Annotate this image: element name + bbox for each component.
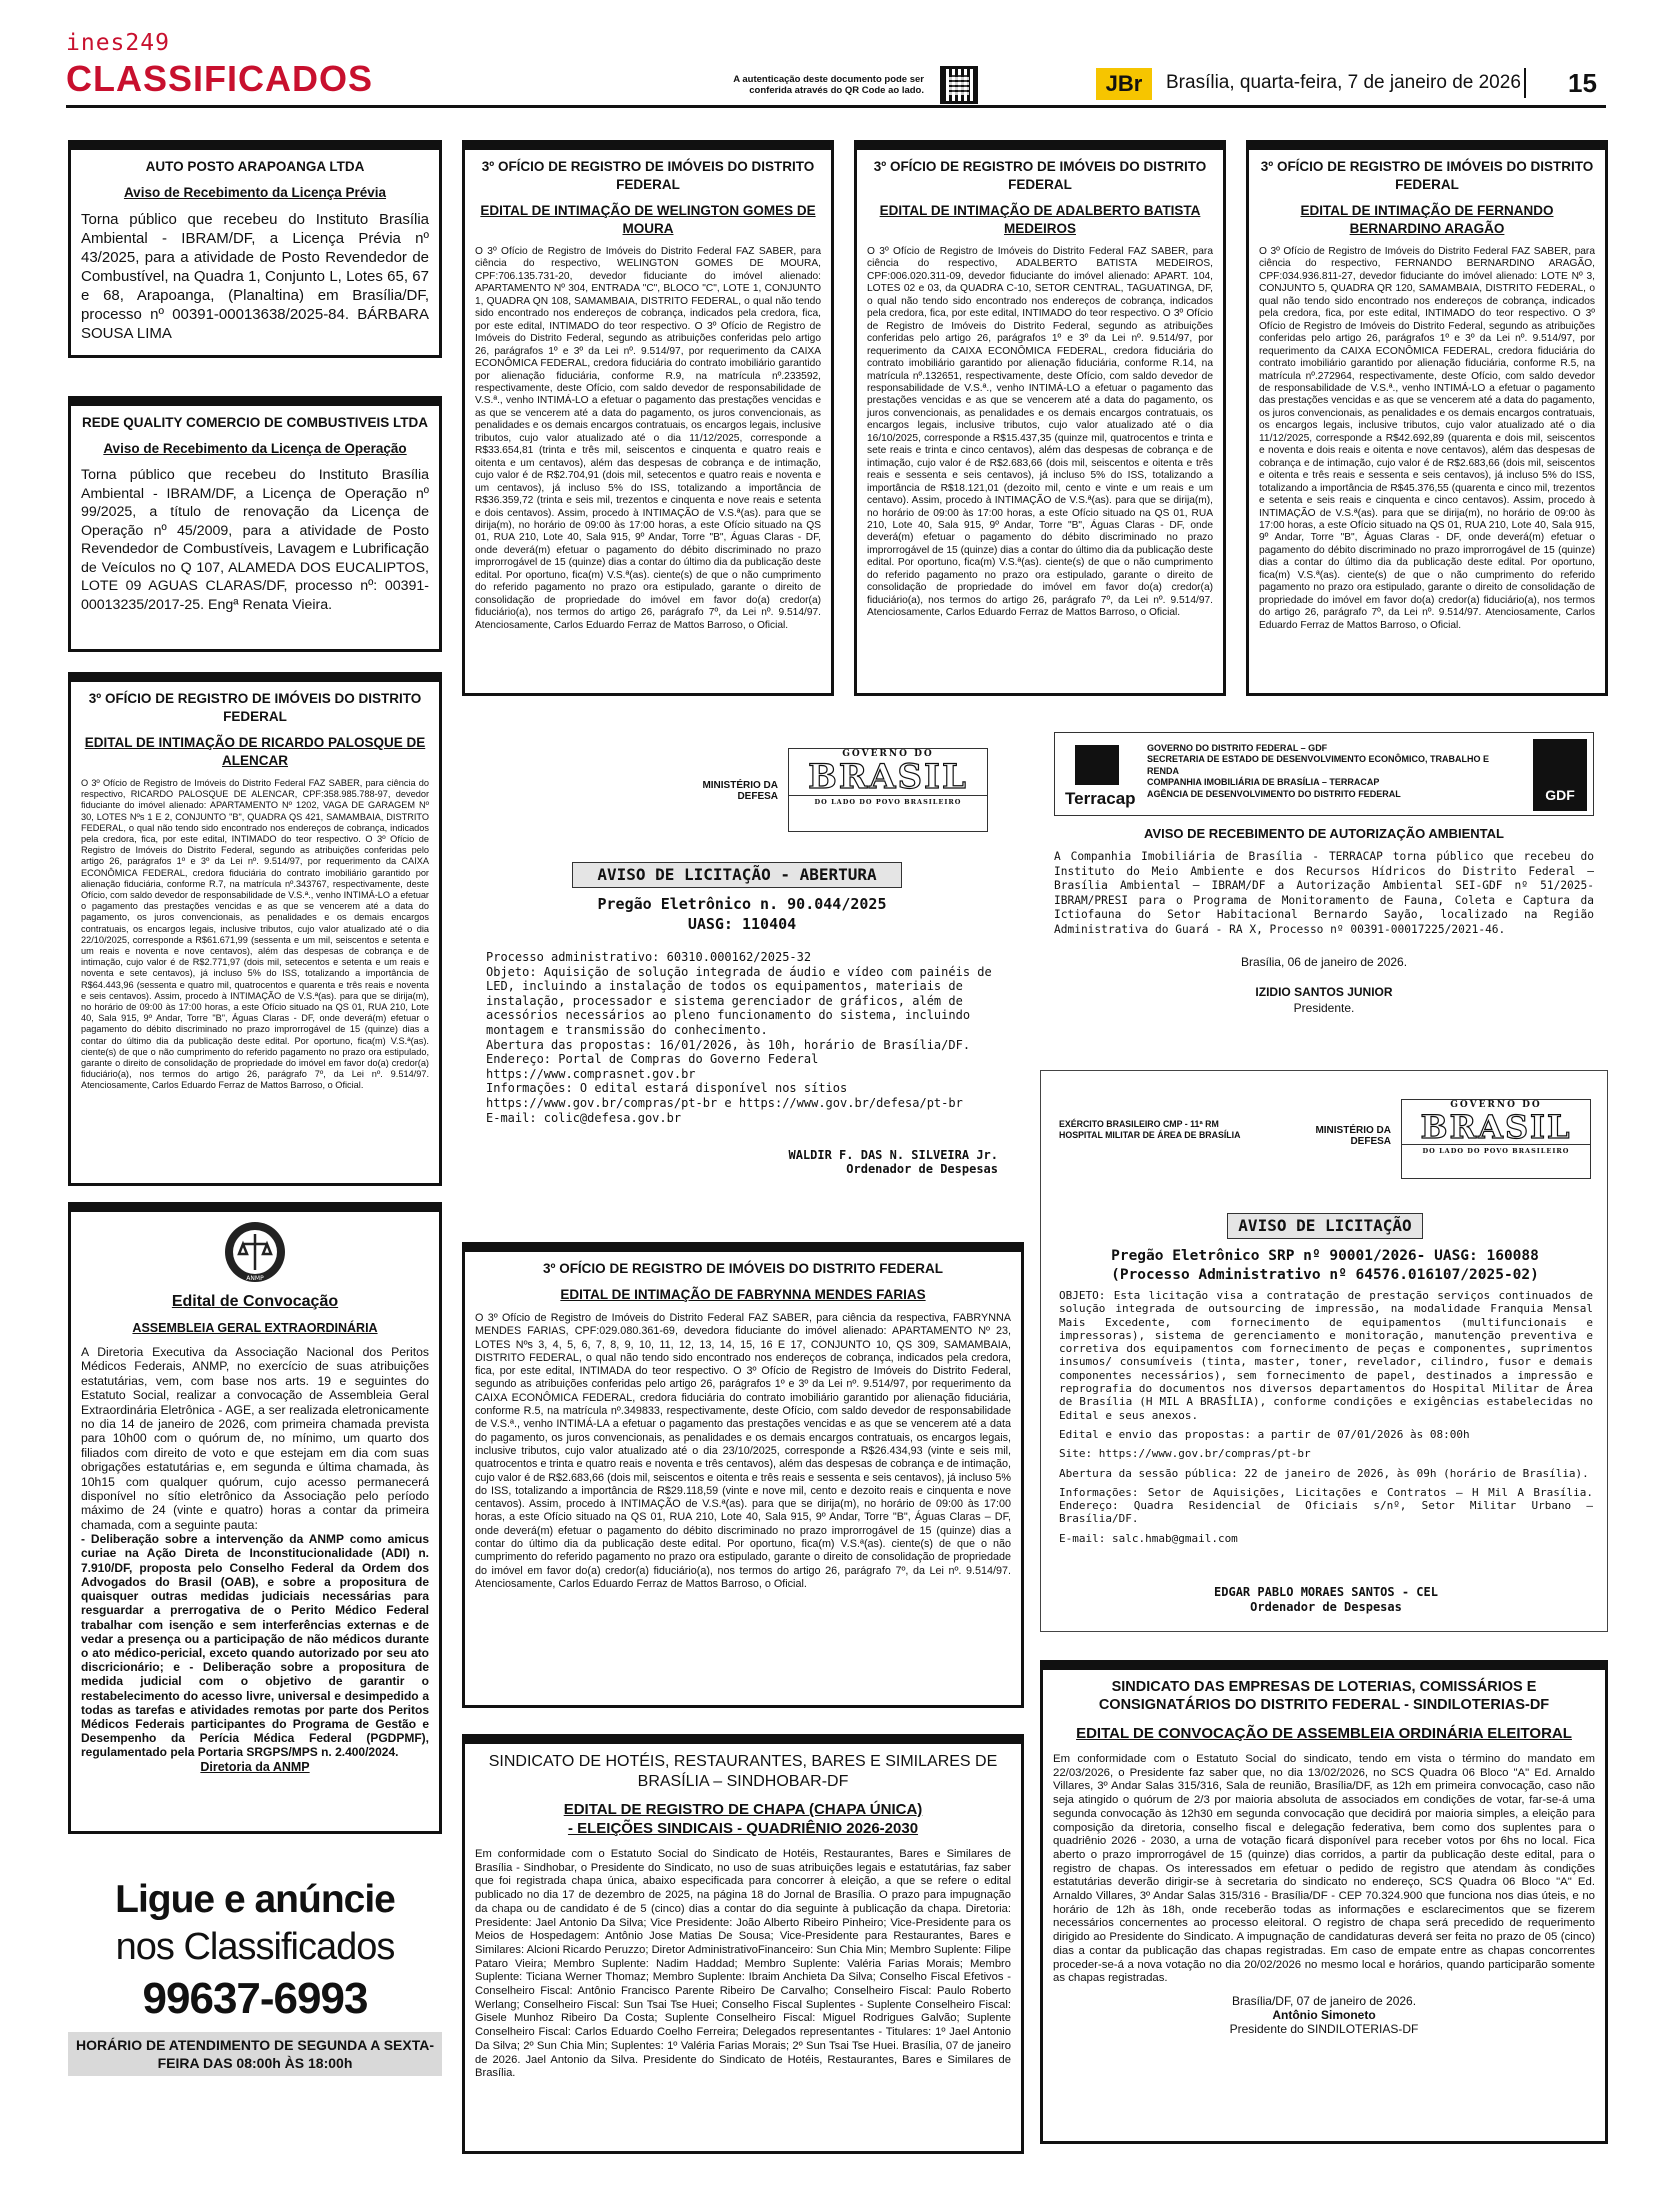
notice-signature: Diretoria da ANMP (200, 1759, 310, 1774)
notice-title: AUTO POSTO ARAPOANGA LTDA (145, 159, 365, 174)
notice-subtitle: EDITAL DE INTIMAÇÃO DE FABRYNNA MENDES FARIAS (560, 1287, 926, 1302)
terracap-body: A Companhia Imobiliária de Brasília - TERRACAP torna público que recebeu do Instituto do Meio Ambiente e dos Recursos Hídricos do Distrito Federal – Brasília Ambiental – IBRAM/DF a Autorização Ambiental SEI-GDF nº 51/2025-IBRAM/PRESI para o Programa de Monitoramento de Fauna, Coleta e Captura da Ictiofauna do Setor Habitacional Bernardo Sayão, localizado na Região Administrativa do Guará - RA X, Processo nº 00391-00017225/2021-46. (1054, 850, 1594, 936)
notice-oficio-welington (462, 140, 834, 696)
signer-name: Antônio Simoneto (1272, 2007, 1376, 2022)
header-rule (66, 105, 1606, 108)
endereco-link[interactable]: Endereço: Portal de Compras do Governo Federal https://www.comprasnet.gov.br (486, 1052, 819, 1081)
site-link[interactable]: Site: https://www.gov.br/compras/pt-br (1059, 1447, 1311, 1461)
terracap-logo-icon (1075, 745, 1119, 785)
notice-subtitle: Aviso de Recebimento da Licença de Operação (103, 441, 407, 456)
notice-subtitle: EDITAL DE INTIMAÇÃO DE WELINGTON GOMES DE MOURA (480, 203, 816, 236)
ministry-name: MINISTÉRIO DA DEFESA (1315, 1125, 1391, 1147)
terracap-title: AVISO DE RECEBIMENTO DE AUTORIZAÇÃO AMBIENTAL (1144, 826, 1504, 841)
notice-agenda: - Deliberação sobre a intervenção da ANMP como amicus curiae na Ação Direta de Inconstitucionalidade (ADI) n. 7.910/DF, proposta pelo Conselho Federal da Ordem dos Advogados do Brasil (OAB), e sobre a propositura de quaisquer outras medidas judiciais necessárias para resguardar a prerrogativa de o Perito Médico Federal trabalhar com isenção e sem interferências externas e de vedar a presença ou a participação de não médicos durante o ato médico-pericial, exceto quando autorizado por seu ato discricionário; e - Deliberação sobre a propositura de medida judicial com o objetivo de garantir o restabelecimento do acesso livre, universal e desimpedido a todas as tarefas e atividades remotas por parte dos Peritos Médicos Federais participantes do Programa de Gestão e Desempenho da Perícia Médica Federal (PGDPMF), regulamentado pela Portaria SRGPS/MPS n. 2.400/2024. (81, 1532, 429, 1760)
notice-body: Torna público que recebeu do Instituto Brasília Ambiental - IBRAM/DF, a Licença de Operação nº 99/2025, a título de renovação da Licença de Operação nº 45/2009, para a atividade de Posto Revendedor de Combustíveis, Lavagem e Lubrificação de Veículos no Q 107, ALAMEDA DOS EUCALIPTOS, LOTE 09 AGUAS CLARAS/DF, processo nº: 00391-00013235/2017-25. Engª Renata Vieira. (81, 467, 429, 613)
info-link[interactable]: Informações: O edital estará disponível nos sítios https://www.gov.br/compras/pt-br e https://www.gov.br/defesa/pt-br (486, 1081, 963, 1110)
notice-subtitle: EDITAL DE INTIMAÇÃO DE RICARDO PALOSQUE DE ALENCAR (84, 735, 426, 768)
brand-logo: JBr (1096, 68, 1152, 100)
notice-sindiloterias (1040, 1660, 1608, 2144)
notice-auto-posto (68, 140, 442, 358)
hmab-org: EXÉRCITO BRASILEIRO CMP - 11ª RM HOSPITAL MILITAR DE ÁREA DE BRASÍLIA (1059, 1119, 1241, 1140)
signer-role: Ordenador de Despesas (1250, 1600, 1402, 1614)
edition-date: Brasília, quarta-feira, 7 de janeiro de 2026 (1166, 72, 1521, 93)
notice-title: SINDICATO DAS EMPRESAS DE LOTERIAS, COMISSÁRIOS E CONSIGNATÁRIOS DO DISTRITO FEDERAL - SINDILOTERIAS-DF (1098, 1679, 1550, 1713)
objeto: Objeto: Aquisição de solução integrada de áudio e vídeo com painéis de LED, incluindo a instalação de todos os equipamentos, materiais de instalação, processador e sistema gerenciador de gráficos, além de acessórios necessários ao pleno funcionamento do sistema, incluindo montagem e transmissão do conhecimento. (486, 964, 992, 1037)
processo: Processo administrativo: 60310.000162/2025-32 (486, 950, 812, 964)
notice-subtitle-2: - ELEIÇÕES SINDICAIS - QUADRIÊNIO 2026-2030 (567, 1820, 919, 1837)
notice-oficio-ricardo (68, 672, 442, 1186)
notice-title: 3º OFÍCIO DE REGISTRO DE IMÓVEIS DO DISTRITO FEDERAL (1260, 159, 1594, 192)
notice-body: O 3º Ofício de Registro de Imóveis do Distrito Federal FAZ SABER, para ciência do respectivo, RICARDO PALOSQUE DE ALENCAR, CPF:358.985.788-97, devedor fiduciante do imóvel alienado: APARTAMENTO Nº 1202, VAGA DE GARAGEM Nº 30, LOTES Nºs 1 E 2, CONJUNTO "B", QUADRA QS 421, SAMAMBAIA, DISTRITO FEDERAL, o qual não tendo sido encontrado nos endereços de cobrança, indicados pela credora, fica, por este edital, INTIMADO do teor respectivo. O 3º Ofício de Registro de Imóveis do Distrito Federal, segundo as atribuições conferidas pelo artigo 26, parágrafos 1º e 3º da Lei nº. 9.514/97, por requerimento da CAIXA ECONÔMICA FEDERAL, credora fiduciária do contrato imobiliário garantido por alienação fiduciária, conforme R.7, na matrícula nº.343767, respectivamente, deste Ofício, com saldo devedor de responsabilidade de V.S.ª., venho INTIMÁ-LO a efetuar o pagamento das prestações vencidas e as que se vencerem até a data do pagamento, os juros convencionais, as penalidades e os demais encargos contratuais, os encargos legais, inclusive tributos, cujo valor atualizado até o dia 22/10/2025, corresponde a R$61.671,99 (sessenta e um mil, seiscentos e setenta e um reais e noventa e nove centavos), além das despesas de cobrança e de intimação, cujo valor é de R$2.771,97 (dois mil, setecentos e setenta e um reais e noventa e sete centavos), já incluso 5% do ISS, totalizando a importância de R$64.443,96 (sessenta e quatro mil, quatrocentos e quarenta e três reais e noventa e seis centavos). Assim, procedo à INTIMAÇÃO de V.S.ª(as). para que se dirija(m), no horário de 09:00 às 17:00 horas, a este Ofício situado na QS 01, RUA 210, Lote 40, Sala 915, 9º Andar, Torre "B", Águas Claras - DF, onde deverá(m) efetuar o pagamento do débito discriminado no prazo improrrogável de 15 (quinze) dias a contar do último dia da publicação deste edital. Por oportuno, fica(m) V.S.ª(as). ciente(s) de que o não cumprimento do referido pagamento no prazo ora estipulado, garante o direito de consolidação de propriedade do imóvel em favor do(a) credor(a) fiduciário(a), nos termos do artigo 26, parágrafo 7º, da Lei nº. 9.514/97. Atenciosamente, Carlos Eduardo Ferraz de Mattos Barroso, o Oficial. (81, 778, 429, 1091)
notice-title: SINDICATO DE HOTÉIS, RESTAURANTES, BARES E SIMILARES DE BRASÍLIA – SINDHOBAR-DF (488, 1753, 998, 1790)
gov-brasil-logo: GOVERNO DO BRASIL DO LADO DO POVO BRASILEIRO (788, 748, 988, 832)
svg-text:ANMP: ANMP (246, 1275, 264, 1282)
notice-rede-quality (68, 396, 442, 652)
auth-note: A autenticação deste documento pode ser conferida através do QR Code ao lado. (733, 74, 924, 96)
info: Informações: Setor de Aquisições, Licitações e Contratos – H Mil A Brasília. Endereço: Quadra Residencial de Oficiais s/nº, Setor Militar Urbano – Brasília/DF. (1059, 1485, 1593, 1526)
notice-title: 3º OFÍCIO DE REGISTRO DE IMÓVEIS DO DISTRITO FEDERAL (88, 691, 422, 724)
notice-title: 3º OFÍCIO DE REGISTRO DE IMÓVEIS DO DISTRITO FEDERAL (481, 159, 815, 192)
gdf-logo: GDF (1533, 739, 1587, 811)
pregao-number: Pregão Eletrônico SRP nº 90001/2026- UASG: 160088 (1111, 1248, 1539, 1264)
org-line-3: COMPANHIA IMOBILIÁRIA DE BRASÍLIA – TERRACAP (1147, 777, 1380, 788)
terracap-brand: Terracap (1065, 789, 1136, 808)
ad-line1: Ligue e anúncie (115, 1878, 395, 1921)
notice-body: Torna público que recebeu do Instituto Brasília Ambiental - IBRAM/DF, a Licença Prévia nº 43/2025, para a atividade de Posto Revendedor de Combustível, na Quadra 1, Conjunto L, Lotes 65, 67 e 68, Arapoanga, (Planaltina) em Brasília/DF, processo nº 00391-00013638/2025-84. BÁRBARA SOUSA LIMA (81, 211, 429, 342)
notice-subtitle: EDITAL DE INTIMAÇÃO DE FERNANDO BERNARDINO ARAGÃO (1300, 203, 1554, 236)
page-number: 15 (1568, 68, 1597, 98)
ad-line2: nos Classificados (115, 1926, 395, 1968)
email-link[interactable]: E-mail: colic@defesa.gov.br (486, 1110, 682, 1125)
ad-hours: HORÁRIO DE ATENDIMENTO DE SEGUNDA A SEXTA-FEIRA DAS 08:00h ÀS 18:00h (68, 2032, 442, 2076)
section-title: CLASSIFICADOS (66, 58, 374, 99)
aviso-bar: AVISO DE LICITAÇÃO - ABERTURA (572, 862, 902, 888)
terracap-date: Brasília, 06 de janeiro de 2026. (1240, 955, 1408, 969)
notice-body: O 3º Ofício de Registro de Imóveis do Distrito Federal FAZ SABER, para ciência do respectivo, WELINGTON GOMES DE MOURA, CPF:706.135.731-20, devedor fiduciante do imóvel alienado: APARTAMENTO Nº 304, ENTRADA "C", BLOCO "C", LOTE 1, CONJUNTO 1, QUADRA QN 108, SAMAMBAIA, DISTRITO FEDERAL, o qual não tendo sido encontrado nos endereços de cobrança, indicados pela credora, fica, por este edital, INTIMADO do teor respectivo. O 3º Ofício de Registro de Imóveis do Distrito Federal, segundo as atribuições conferidas pelo artigo 26, parágrafos 1º e 3º da Lei nº. 9.514/97, por requerimento da CAIXA ECONÔMICA FEDERAL, credora fiduciária do contrato imobiliário garantido por alienação fiduciária, conforme R.9, na matrícula nº.233592, respectivamente, deste Ofício, com saldo devedor de responsabilidade de V.S.ª., venho INTIMÁ-LO a efetuar o pagamento das prestações vencidas e as que se vencerem até a data do pagamento, os juros convencionais, as penalidades e os demais encargos contratuais, os encargos legais, inclusive tributos, cujo valor atualizado até o dia 11/12/2025, corresponde a R$33.654,81 (trinta e três mil, seiscentos e cinquenta e quatro reais e oitenta e um centavos), além das despesas de cobrança e de intimação, cujo valor é de R$2.704,91 (dois mil, setecentos e quatro reais e noventa e um centavos), já incluso 5% do ISS, totalizando a importância de R$36.359,72 (trinta e seis mil, trezentos e cinquenta e nove reais e setenta e dois centavos). Assim, procedo à INTIMAÇÃO de V.S.ª(as). para que se dirija(m), no horário de 09:00 às 17:00 horas, a este Ofício situado na QS 01, RUA 210, Lote 40, Sala 915, 9º Andar, Torre "B", Águas Claras - DF, onde deverá(m) efetuar o pagamento do débito discriminado no prazo improrrogável de 15 (quinze) dias a contar do último dia da publicação deste edital. Por oportuno, fica(m) V.S.ª(as). ciente(s) de que o não cumprimento do referido pagamento no prazo ora estipulado, garante o direito de consolidação de propriedade do imóvel em favor do(a) credor(a) fiduciário(a), nos termos do artigo 26, parágrafo 7º, da Lei nº. 9.514/97. Atenciosamente, Carlos Eduardo Ferraz de Mattos Barroso, o Oficial. (475, 246, 821, 631)
anmp-seal-icon (223, 1220, 287, 1284)
abertura: Abertura da sessão pública: 22 de janeiro de 2026, às 09h (horário de Brasília). (1059, 1466, 1589, 1480)
notice-body: O 3º Ofício de Registro de Imóveis do Distrito Federal FAZ SABER, para ciência do respectivo, FERNANDO BERNARDINO ARAGÃO, CPF:034.936.811-27, devedor fiduciante do imóvel alienado: LOTE Nº 3, CONJUNTO 5, QUADRA QR 120, SAMAMBAIA, DISTRITO FEDERAL, o qual não tendo sido encontrado nos endereços de cobrança, indicados pela credora, fica, por este edital, INTIMADO do teor respectivo. O 3º Ofício de Registro de Imóveis do Distrito Federal, segundo as atribuições conferidas pelo artigo 26, parágrafos 1º e 3º da Lei nº. 9.514/97, por requerimento da CAIXA ECONÔMICA FEDERAL, credora fiduciária do contrato imobiliário garantido por alienação fiduciária, conforme R.5, na matrícula nº.272964, respectivamente, deste Ofício, com saldo devedor de responsabilidade de V.S.ª., venho INTIMÁ-LO a efetuar o pagamento das prestações vencidas e as que se vencerem até a data do pagamento, os juros convencionais, as penalidades e os demais encargos contratuais, os encargos legais, inclusive tributos, cujo valor atualizado até o dia 11/12/2025, corresponde a R$42.692,89 (quarenta e dois mil, seiscentos e noventa e dois reais e oitenta e nove centavos), além das despesas de cobrança e de intimação, cujo valor é de R$2.683,66 (dois mil, seiscentos e oitenta e três reais e sessenta e seis centavos), já incluso 5% do ISS, totalizando a importância de R$45.376,55 (quarenta e cinco mil, trezentos e setenta e seis reais e cinquenta e cinco centavos). Assim, procedo à INTIMAÇÃO de V.S.ª(as). para que se dirija(m), no horário de 09:00 às 17:00 horas, a este Ofício situado na QS 01, RUA 210, Lote 40, Sala 915, 9º Andar, Torre "B", Águas Claras - DF, onde deverá(m) efetuar o pagamento do débito discriminado no prazo improrrogável de 15 (quinze) dias a contar do último dia da publicação deste edital. Por oportuno, fica(m) V.S.ª(as). ciente(s) de que o não cumprimento do referido pagamento no prazo ora estipulado, garante o direito de consolidação de propriedade do imóvel em favor do(a) credor(a) fiduciário(a), nos termos do artigo 26, parágrafo 7º, da Lei nº. 9.514/97. Atenciosamente, Carlos Eduardo Ferraz de Mattos Barroso, o Oficial. (1259, 246, 1595, 631)
notice-subtitle: EDITAL DE CONVOCAÇÃO DE ASSEMBLEIA ORDINÁRIA ELEITORAL (1076, 1725, 1572, 1742)
email-link[interactable]: E-mail: salc.hmab@gmail.com (1059, 1531, 1238, 1545)
ministry-name: MINISTÉRIO DA DEFESA (702, 780, 778, 802)
notice-oficio-fabrynna (462, 1242, 1024, 1708)
notice-sindhobar (462, 1734, 1024, 2154)
signer-name: IZIDIO SANTOS JUNIOR (1255, 985, 1393, 999)
abertura: Abertura das propostas: 16/01/2026, às 10h, horário de Brasília/DF. (486, 1037, 971, 1052)
ad-phone[interactable]: 99637-6993 (142, 1974, 368, 2023)
signer-role: Presidente do SINDILOTERIAS-DF (1229, 2021, 1419, 2036)
org-line-4: AGÊNCIA DE DESENVOLVIMENTO DO DISTRITO FEDERAL (1147, 788, 1401, 799)
processo: (Processo Administrativo nº 64576.016107/2025-02) (1111, 1267, 1539, 1283)
notice-date: Brasília/DF, 07 de janeiro de 2026. (1231, 1993, 1417, 2008)
pregao-number: Pregão Eletrônico n. 90.044/2025 (597, 895, 887, 913)
notice-subtitle: Aviso de Recebimento da Licença Prévia (123, 185, 387, 200)
header-separator (1524, 68, 1526, 98)
gov-brasil-logo: GOVERNO DO BRASIL DO LADO DO POVO BRASILEIRO (1401, 1099, 1591, 1179)
org-line-2: SECRETARIA DE ESTADO DE DESENVOLVIMENTO ECONÔMICO, TRABALHO E RENDA (1147, 754, 1490, 776)
notice-subtitle: ASSEMBLEIA GERAL EXTRAORDINÁRIA (132, 1321, 378, 1335)
section-tag: ines249 (66, 30, 170, 56)
notice-body: O 3º Ofício de Registro de Imóveis do Distrito Federal FAZ SABER, para ciência do respectivo, ADALBERTO BATISTA MEDEIROS, CPF:006.020.311-09, devedor fiduciante do imóvel alienado: APART. 104, LOTES 02 e 03, da QUADRA C-10, SETOR CENTRAL, TAGUATINGA, DF, o qual não tendo sido encontrado nos endereços de cobrança, indicados pela credora, fica, por este edital, INTIMADO do teor respectivo. O 3º Ofício de Registro de Imóveis do Distrito Federal, segundo as atribuições conferidas pelo artigo 26, parágrafos 1º e 3º da Lei nº. 9.514/97, por requerimento da CAIXA ECONÔMICA FEDERAL, credora fiduciária do contrato imobiliário garantido por alienação fiduciária, conforme R.14, na matrícula nº.132651, respectivamente, deste Ofício, com saldo devedor de responsabilidade de V.S.ª., venho INTIMÁ-LO a efetuar o pagamento das prestações vencidas e as que se vencerem até a data do pagamento, os juros convencionais, as penalidades e os demais encargos contratuais, os encargos legais, inclusive tributos, cujo valor atualizado até o dia 16/10/2025, corresponde a R$15.437,35 (quinze mil, quatrocentos e trinta e sete reais e trinta e cinco centavos), além das despesas de cobrança e de intimação, cujo valor é de R$2.683,66 (dois mil, seiscentos e oitenta e três reais e sessenta e seis centavos), já incluso 5% do ISS, totalizando a importância de R$18.121,01 (dezoito mil, cento e vinte e um reais e um centavo). Assim, procedo à INTIMAÇÃO de V.S.ª(as). para que se dirija(m), no horário de 09:00 às 17:00 horas, a este Ofício situado na QS 01, RUA 210, Lote 40, Sala 915, 9º Andar, Torre "B", Águas Claras - DF, onde deverá(m) efetuar o pagamento do débito discriminado no prazo improrrogável de 15 (quinze) dias a contar do último dia da publicação deste edital. Por oportuno, fica(m) V.S.ª(as). ciente(s) de que o não cumprimento do referido pagamento no prazo ora estipulado, garante o direito de consolidação de propriedade do imóvel em favor do(a) credor(a) fiduciário(a), nos termos do artigo 26, parágrafo 7º, da Lei nº. 9.514/97. Atenciosamente, Carlos Eduardo Ferraz de Mattos Barroso, o Oficial. (867, 246, 1213, 619)
ad-hmab-licitacao (1040, 1070, 1608, 1632)
ad-terracap (1040, 732, 1608, 1036)
signer-role: Presidente. (1293, 1001, 1355, 1015)
notice-body: A Diretoria Executiva da Associação Nacional dos Peritos Médicos Federais, ANMP, no exercício de suas atribuições estatutárias, vem, com base nos arts. 19 e seguintes do Estatuto Social, realizar a convocação de Assembleia Geral Extraordinária Eletrônica - AGE, a ser realizada eletronicamente no dia 14 de janeiro de 2026, com primeira chamada prevista para 10h00 com o quórum de, no mínimo, um quarto dos filiados com direito de voto e que estejam em dia com suas obrigações estatutárias e, em segunda e última chamada, às 10h15 com qualquer quórum, cujo acesso permanecerá disponível no sítio eletrônico da Associação pelo período máximo de 24 (vinte e quatro) horas a contar da primeira chamada, com a seguinte pauta: (81, 1345, 429, 1532)
notice-body: Em conformidade com o Estatuto Social do Sindicato de Hotéis, Restaurantes, Bares e Similares de Brasília - Sindhobar, o Presidente do Sindicato, no uso de suas atribuições legais e estatutárias, faz saber que foi registrada chapa única, abaixo especificada para concorrer à eleição, a que se refere o edital publicado no dia 17 de dezembro de 2025, na página 18 do Jornal de Brasília. O prazo para impugnação da chapa ou de candidato é de 5 (cinco) dias a contar do dia seguinte à publicação da chapa. Diretoria: Presidente: Jael Antonio Da Silva; Vice Presidente: João Alberto Ribeiro Pinheiro; Vice-Presidente para os Meios de Hospedagem: Antônio Jose Matias De Sousa; Vice-Presidente para Restaurantes, Bares e Similares: Alcioni Ricardo Peruzzo; Diretor AdministrativoFinanceiro: Sun Chia Min; Membro Suplente: Filipe Pataro Vieira; Membro Suplente: Nadim Haddad; Membro Suplente: Valéria Farias Morais; Membro Suplente: Ticiana Werner Thomaz; Membro Suplente: Ibraim Anchieta Da Silva; Conselho Fiscal Efetivos - Conselheiro Fiscal: Antônio Francisco Parente Ribeiro De Carvalho; Conselheiro Fiscal: Paulo Roberto Werlang; Conselheiro Fiscal: Sun Tsai Tse Huei; Conselho Fiscal Suplentes - Suplente Conselheiro Fiscal: Gisele Munhoz Ribeiro Da Costa; Suplente Conselheiro Fiscal: Miguel Rodrigues Galvão; Suplente Conselheiro Fiscal: Carlos Eduardo Coelho Ferreira; Delegados representantes - Titulares: 1º Jael Antonio Da Silva; 2º Sun Chia Min; Suplentes: 1º Valéria Farias Morais; 2º Sun Tsai Tse Huei. Brasília, 07 de janeiro de 2026. Jael Antonio da Silva. Presidente do Sindicato de Hotéis, Restaurantes, Bares e Similares de Brasília. (475, 1848, 1011, 2080)
aviso-bar: AVISO DE LICITAÇÃO (1227, 1213, 1423, 1239)
uasg: UASG: 110404 (687, 915, 797, 933)
notice-title: REDE QUALITY COMERCIO DE COMBUSTIVEIS LTDA (81, 415, 429, 430)
org-line-1: GOVERNO DO DISTRITO FEDERAL – GDF (1147, 743, 1328, 753)
notice-oficio-adalberto (854, 140, 1226, 696)
signer-name: WALDIR F. DAS N. SILVEIRA Jr. (788, 1148, 998, 1162)
notice-body: O 3º Ofício de Registro de Imóveis do Distrito Federal FAZ SABER, para ciência da respectiva, FABRYNNA MENDES FARIAS, CPF:029.080.361-69, devedora fiduciante do imóvel alienado: APARTAMENTO Nº 23, LOTES Nºs 3, 4, 5, 6, 7, 8, 9, 10, 11, 12, 13, 14, 15, 16 E 17, CONJUNTO 10, QS 309, SAMAMBAIA, DISTRITO FEDERAL, o qual não tendo sido encontrado nos endereços de cobrança, indicados pela credora, fica, por este edital, INTIMADA do teor respectivo. O 3º Ofício de Registro de Imóveis do Distrito Federal, segundo as atribuições conferidas pelo artigo 26, parágrafos 1º e 3º da Lei nº. 9.514/97, por requerimento da CAIXA ECONÔMICA FEDERAL, credora fiduciária do contrato imobiliário garantido por alienação fiduciária, conforme R.5, na matrícula nº.349833, respectivamente, deste Ofício, com saldo devedor de responsabilidade de V.S.ª., venho INTIMÁ-LA a efetuar o pagamento das prestações vencidas e as que se vencerem até a data do pagamento, os juros convencionais, as penalidades e os demais encargos contratuais, os encargos legais, inclusive tributos, cujo valor atualizado até o dia 23/10/2025, corresponde a R$26.434,93 (vinte e seis mil, quatrocentos e trinta e quatro reais e noventa e três centavos), além das despesas de cobrança e de intimação, cujo valor é de R$2.683,66 (dois mil, seiscentos e oitenta e três reais e sessenta e seis centavos), já incluso 5% do ISS, totalizando a importância de R$29.118,59 (vinte e nove mil, cento e dezoito reais e cinquenta e nove centavos). Assim, procedo à INTIMAÇÃO de V.S.ª(as). para que se dirija(m), no horário de 09:00 às 17:00 horas, a este Ofício situado na QS 01, RUA 210, Lote 40, Sala 915, 9º Andar, Torre "B", Águas Claras – DF, onde deverá(m) efetuar o pagamento do débito discriminado no prazo improrrogável de 15 (quinze) dias a contar do último dia da publicação deste edital. Por oportuno, fica(m) V.S.ª(as). ciente(s) de que o não cumprimento do referido pagamento no prazo ora estipulado, garante o direito de consolidação de propriedade do imóvel em favor do(a) credor(a) fiduciário(a), nos termos do artigo 26, parágrafo 7º, da Lei nº. 9.514/97. Atenciosamente, Carlos Eduardo Ferraz de Mattos Barroso, o Oficial. (475, 1312, 1011, 1590)
notice-body: Em conformidade com o Estatuto Social do sindicato, tendo em vista o término do mandato em 22/03/2026, o Presidente faz saber que, no dia 13/02/2026, no SCS Quadra 06 Bloco "A" Ed. Arnaldo Villares, 3º Andar Salas 315/316, Sala de reunião, Brasília/DF, as 12h em primeira convocação, caso não seja atingido o quórum de 2/3 por maioria absoluta de associados em condições de votar, far-se-á uma segunda convocação às 12h30 em segunda convocação que decidirá por maioria simples, a eleição para composição da diretoria, conselho fiscal e delegação federativa, bem como dos suplentes para o quadriênio 2026 - 2030, a urna de votação ficará disponível para receber votos por 6hs no local. Fica aberto o prazo improrrogável de 15 (quinze) dias corridos, a partir da publicação deste edital, para o registro de chapas. Os interessados em efetuar o pedido de registro que atendam às condições estatutárias deverão dirigir-se à secretaria do sindicato no endereço, SCS Quadra 06 Bloco "A" Ed. Arnaldo Villares, 3º Andar Salas 315/316 - Brasília/DF - CEP 70.324.900 que funciona nos dias úteis, e no horário de 12h às 18h, onde receberão todas as informações e esclarecimentos que se fizerem necessários concernentes ao processo eleitoral. O registro de chapa será precedido de requerimento dirigido ao Presidente do Sindicato. A impugnação de candidaturas deverá ser feita no prazo de 05 (cinco) dias a contar da publicação das chapas registradas. Em caso de empate entre as chapas concorrentes proceder-se-á a nova votação no dia 20/02/2026 no mesmo local e horários, quando participarão somente as chapas registradas. (1053, 1753, 1595, 1985)
notice-subtitle: EDITAL DE REGISTRO DE CHAPA (CHAPA ÚNICA) (563, 1801, 923, 1818)
signer-role: Ordenador de Despesas (846, 1162, 998, 1176)
signer-name: EDGAR PABLO MORAES SANTOS - CEL (1214, 1585, 1438, 1599)
ligue-anuncie-ad[interactable] (68, 1876, 442, 2094)
notice-title: 3º OFÍCIO DE REGISTRO DE IMÓVEIS DO DISTRITO FEDERAL (543, 1261, 943, 1276)
notice-anmp (68, 1202, 442, 1834)
ad-defesa-licitacao (462, 728, 1022, 1190)
notice-title: 3º OFÍCIO DE REGISTRO DE IMÓVEIS DO DISTRITO FEDERAL (873, 159, 1207, 192)
envio: Edital e envio das propostas: a partir de 07/01/2026 às 08:00h (1059, 1427, 1470, 1441)
qr-code-icon[interactable] (940, 66, 978, 104)
notice-title: Edital de Convocação (171, 1293, 339, 1310)
objeto: OBJETO: Esta licitação visa a contratação de prestação serviços continuados de solução integrada de outsourcing de impressão, na modalidade Franquia Mensal Mais Excedente, com fornecimento de equipamentos (multifuncionais e impressoras), sistema de gerenciamento e monitoração, manutenção preventiva e corretiva dos equipamentos com fornecimento de peças e componentes, suprimentos insumos/ consumíveis (tinta, master, toner, revelador, cilindro, fusor e demais componentes necessários), sem fornecimento de papel, destinados a impressão e reprografia do documentos nos diversos departamentos do Hospital Militar de Área de Brasília (H MIL A BRASÍLIA), conforme condições e exigências estabelecidas no Edital e seus anexos. (1059, 1289, 1593, 1422)
notice-subtitle: EDITAL DE INTIMAÇÃO DE ADALBERTO BATISTA MEDEIROS (879, 203, 1201, 236)
notice-oficio-fernando (1246, 140, 1608, 696)
